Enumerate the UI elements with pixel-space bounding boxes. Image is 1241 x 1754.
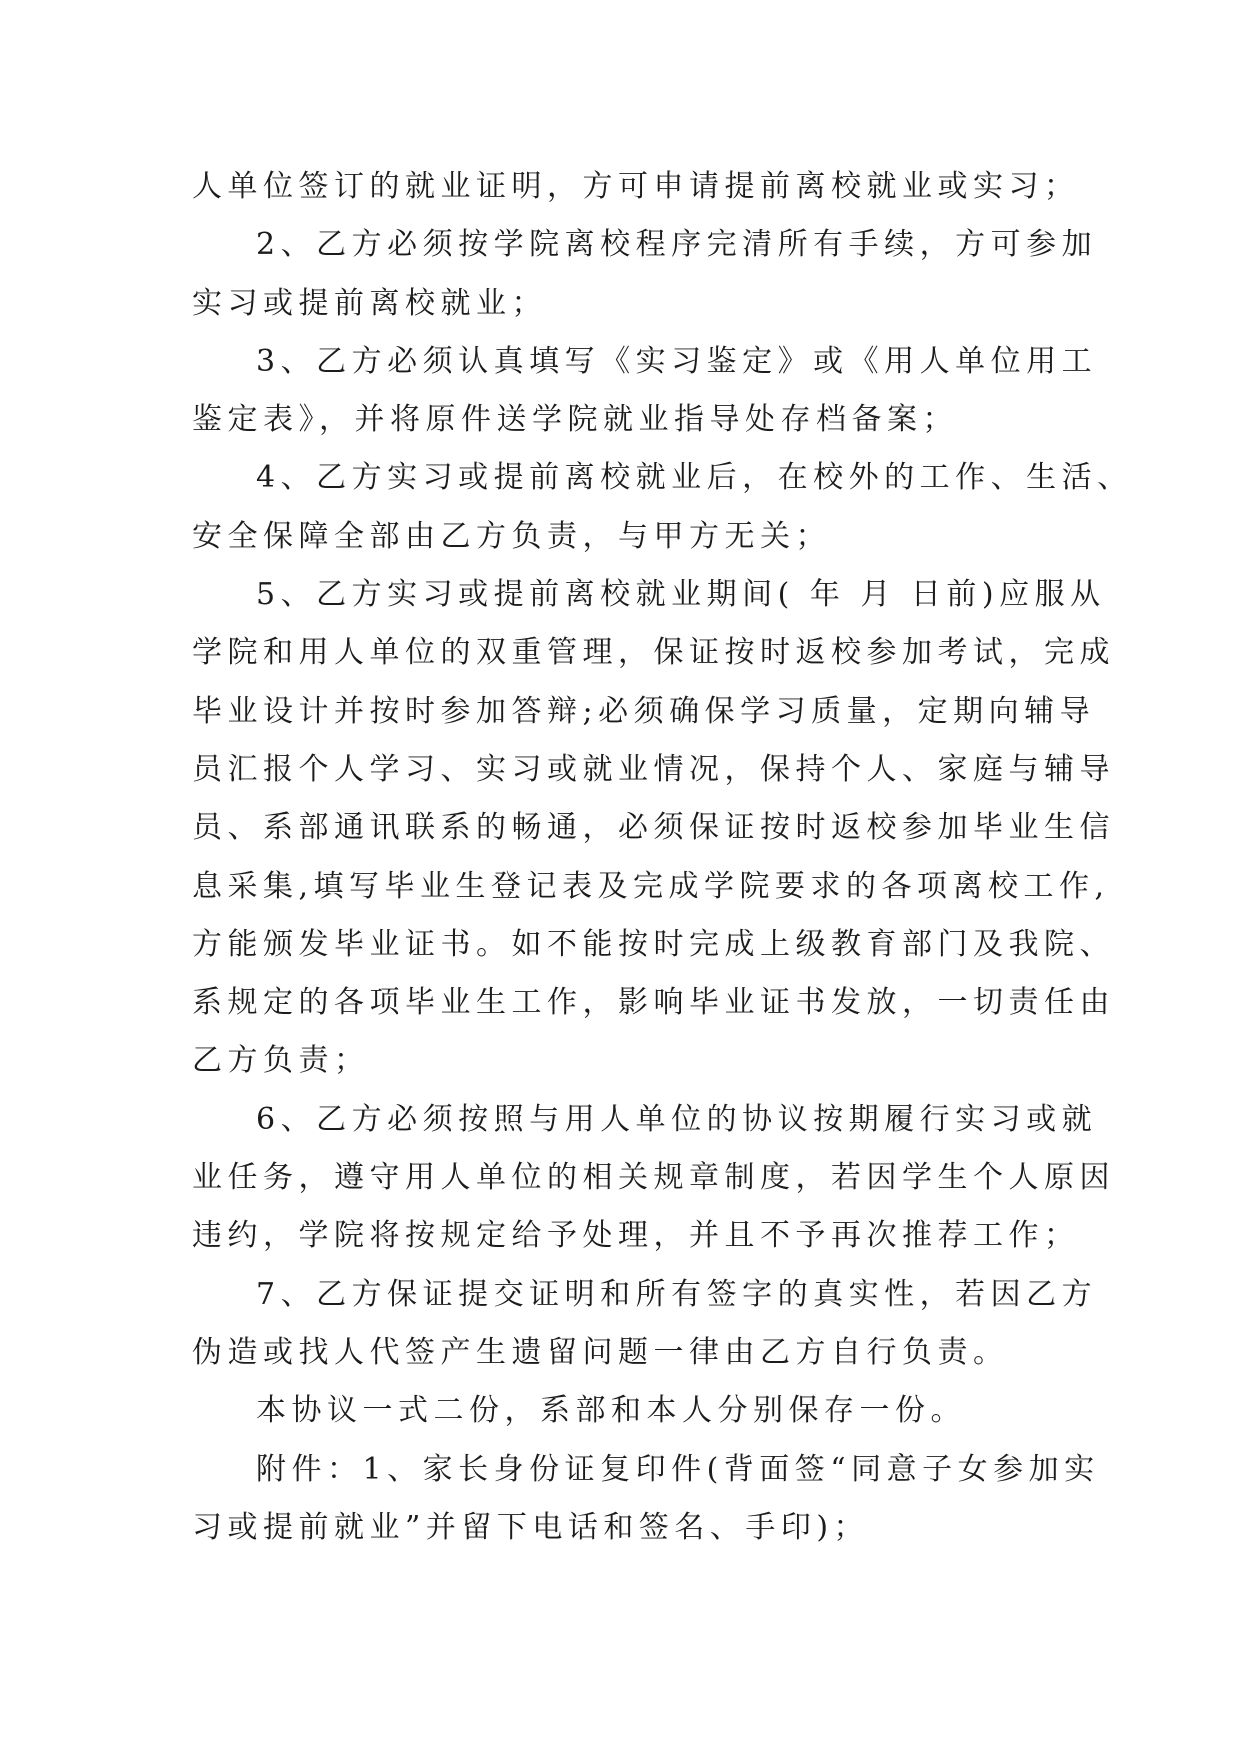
document-line: 乙方负责； [192,1043,370,1079]
document-page [192,158,1133,1557]
document-line: 业任务，遵守用人单位的相关规章制度，若因学生个人原因 [192,1160,1115,1196]
document-line: 本协议一式二份，系部和本人分别保存一份。 [256,1393,966,1429]
document-line: 2、乙方必须按学院离校程序完清所有手续，方可参加 [256,227,1098,263]
document-line: 毕业设计并按时参加答辩;必须确保学习质量，定期向辅导 [192,693,1096,729]
document-line: 学院和用人单位的双重管理，保证按时返校参加考试，完成 [192,635,1115,671]
document-line: 息采集,填写毕业生登记表及完成学院要求的各项离校工作, [192,868,1110,904]
document-line: 员汇报个人学习、实习或就业情况，保持个人、家庭与辅导 [192,751,1115,787]
document-line: 附件：1、家长身份证复印件(背面签“同意子女参加实 [256,1451,1100,1487]
document-line: 习或提前就业”并留下电话和签名、手印)； [192,1509,870,1545]
document-line: 4、乙方实习或提前离校就业后，在校外的工作、生活、 [256,460,1133,496]
document-line: 系规定的各项毕业生工作，影响毕业证书发放，一切责任由 [192,985,1115,1021]
document-line: 5、乙方实习或提前离校就业期间( 年 月 日前)应服从 [256,577,1106,613]
document-line: 违约，学院将按规定给予处理，并且不予再次推荐工作； [192,1218,1080,1254]
document-line: 安全保障全部由乙方负责，与甲方无关； [192,518,831,554]
document-line: 方能颁发毕业证书。如不能按时完成上级教育部门及我院、 [192,926,1115,962]
document-line: 7、乙方保证提交证明和所有签字的真实性，若因乙方 [256,1276,1098,1312]
document-line: 实习或提前离校就业； [192,285,547,321]
document-line: 鉴定表》，并将原件送学院就业指导处存档备案； [192,402,958,438]
document-line: 人单位签订的就业证明，方可申请提前离校就业或实习； [192,169,1080,204]
document-line: 3、乙方必须认真填写《实习鉴定》或《用人单位用工 [256,343,1098,379]
document-line: 员、系部通讯联系的畅通，必须保证按时返校参加毕业生信 [192,810,1115,846]
document-line: 6、乙方必须按照与用人单位的协议按期履行实习或就 [256,1101,1098,1137]
document-line: 伪造或找人代签产生遗留问题一律由乙方自行负责。 [192,1334,1009,1370]
